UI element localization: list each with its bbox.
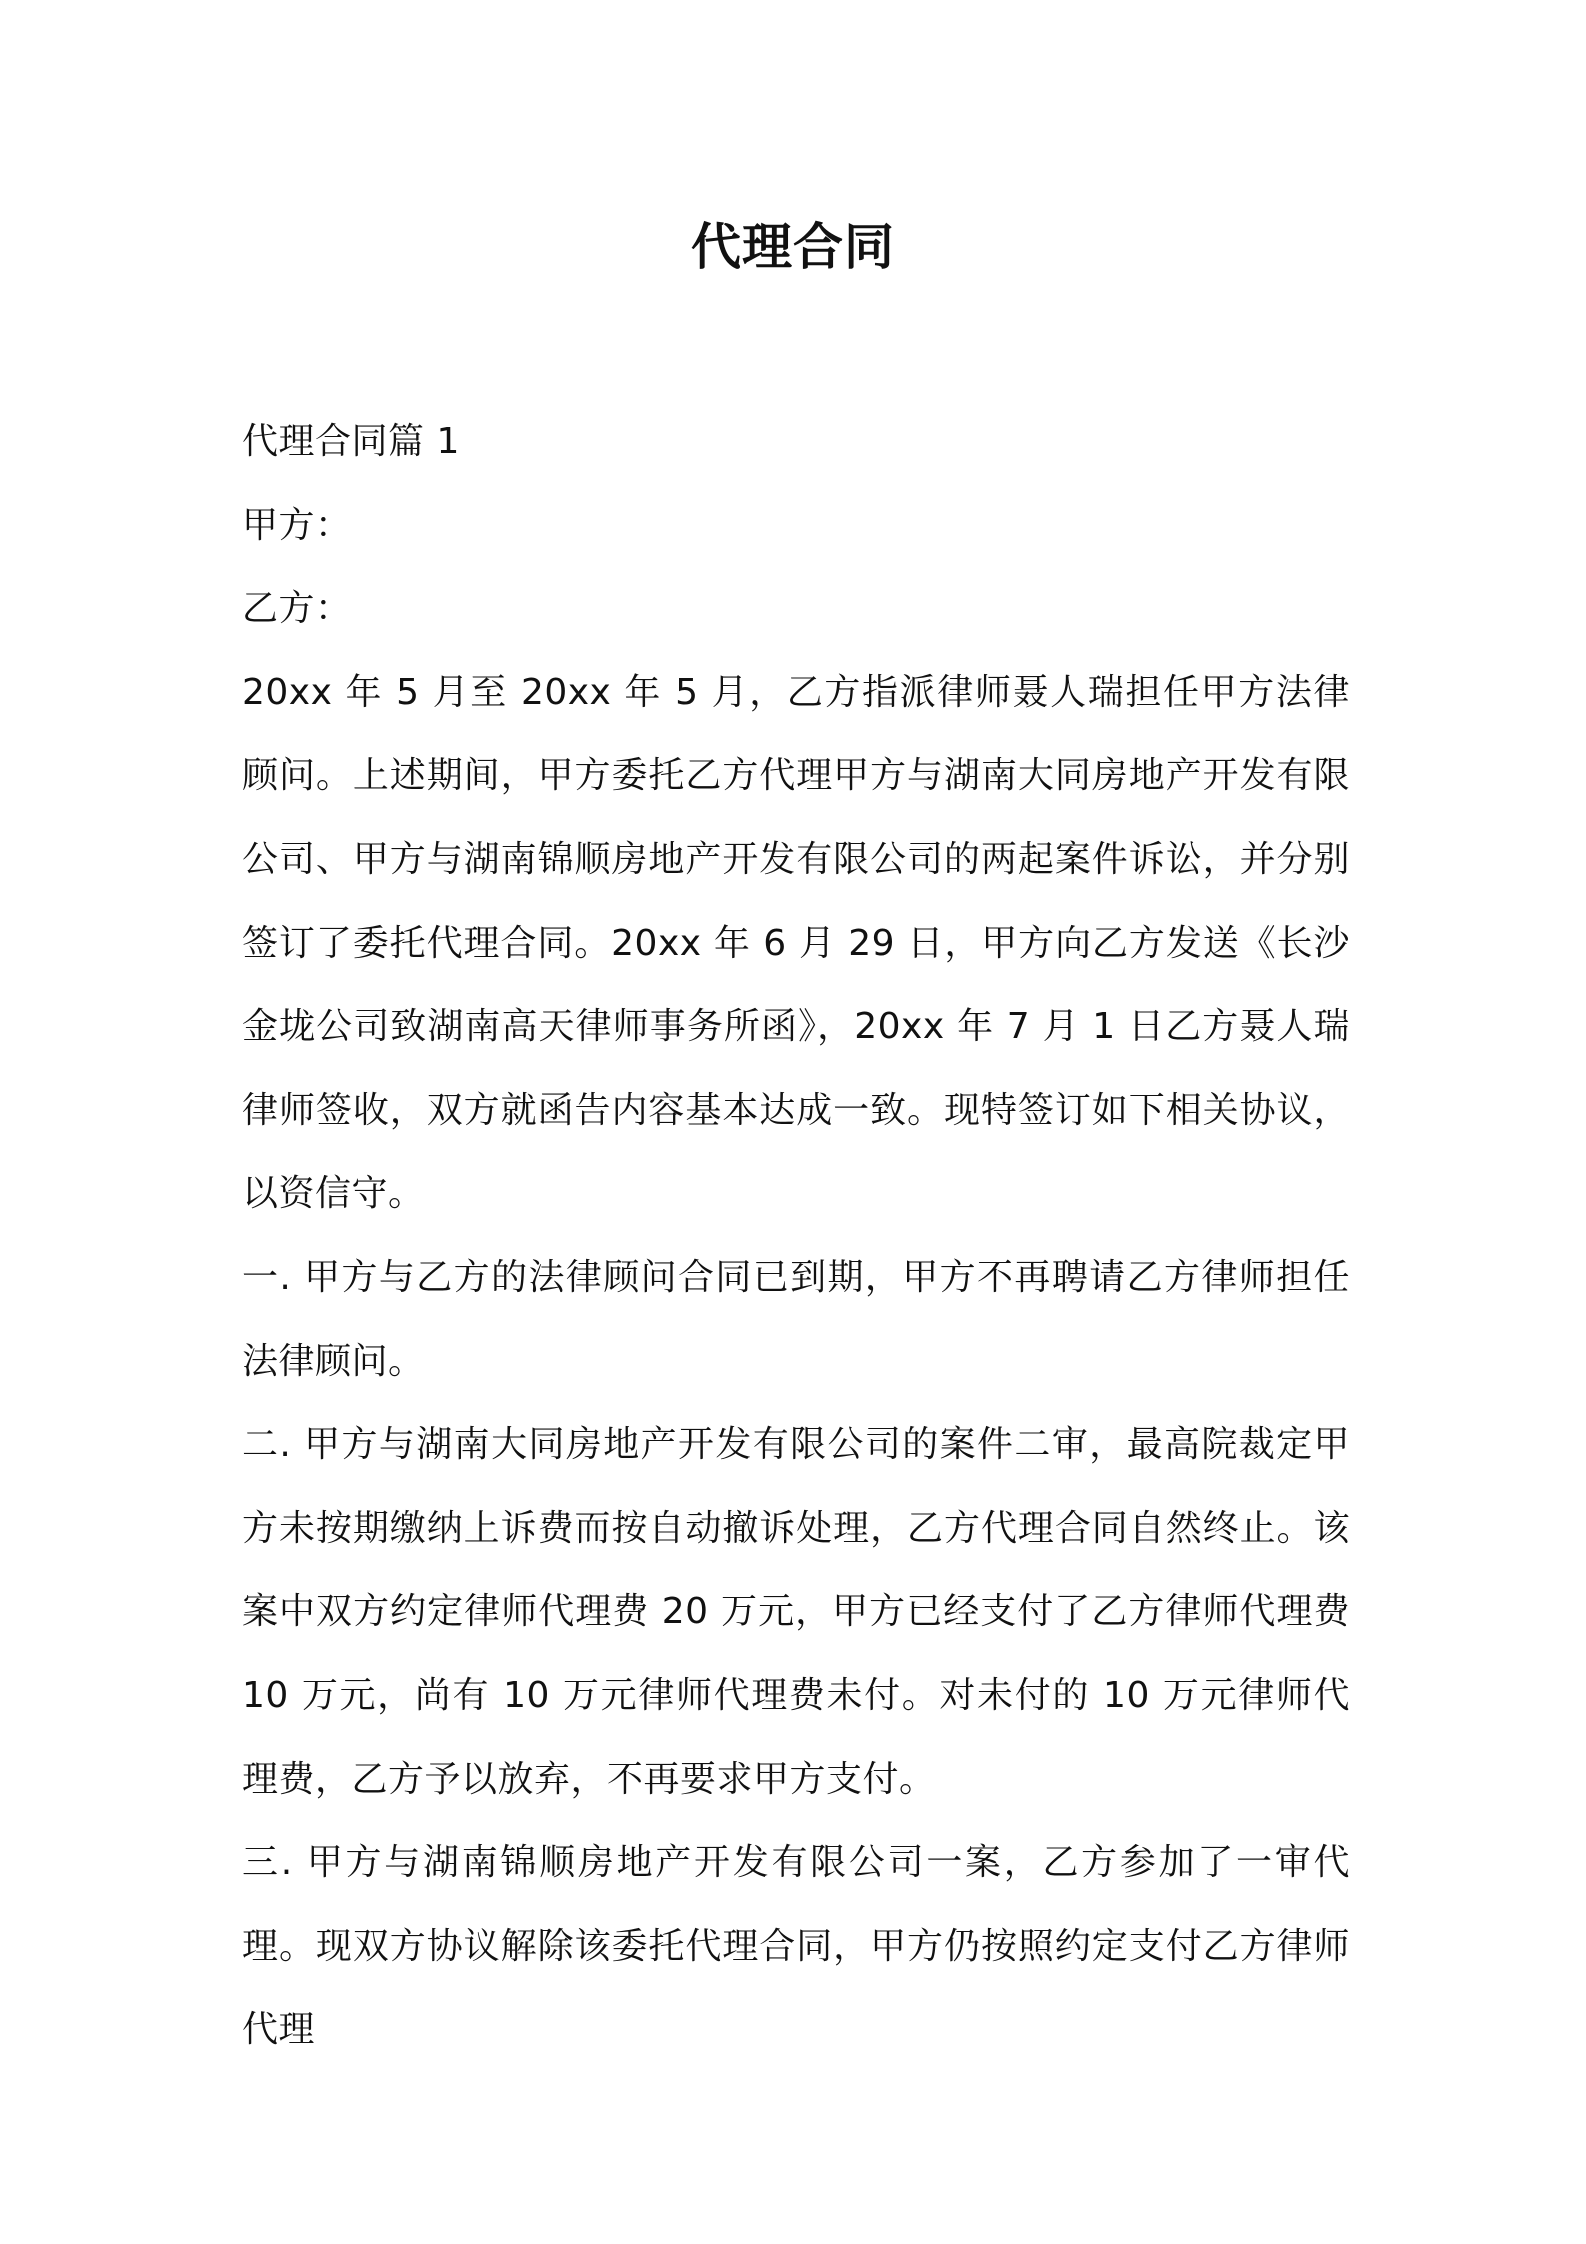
paragraph-clause-1: 一. 甲方与乙方的法律顾问合同已到期，甲方不再聘请乙方律师担任法律顾问。 xyxy=(242,1256,1350,1382)
document-body xyxy=(242,400,1350,2072)
party-a-line: 甲方： xyxy=(242,504,352,546)
paragraph-intro: 20xx 年 5 月至 20xx 年 5 月，乙方指派律师聂人瑞担任甲方法律顾问。上述期间，甲方委托乙方代理甲方与湖南大同房地产开发有限公司、甲方与湖南锦顺房地产开发有限公司的两起案件诉讼，并分别签订了委托代理合同。20xx 年 6 月 29 日，甲方向乙方发送《长沙金垅公司致湖南高天律师事务所函》，20xx 年 7 月 1 日乙方聂人瑞律师签收，双方就函告内容基本达成一致。现特签订如下相关协议，以资信守。 xyxy=(242,671,1350,1215)
paragraph-clause-3: 三. 甲方与湖南锦顺房地产开发有限公司一案，乙方参加了一审代理。现双方协议解除该委托代理合同，甲方仍按照约定支付乙方律师代理 xyxy=(242,1842,1350,2051)
document-title: 代理合同 xyxy=(691,218,895,276)
paragraph-clause-2: 二. 甲方与湖南大同房地产开发有限公司的案件二审，最高院裁定甲方未按期缴纳上诉费而按自动撤诉处理，乙方代理合同自然终止。该案中双方约定律师代理费 20 万元，甲方已经支付了乙方律师代理费 10 万元，尚有 10 万元律师代理费未付。对未付的 10 万元律师代理费，乙方予以放弃，不再要求甲方支付。 xyxy=(242,1424,1350,1800)
section-heading: 代理合同篇 1 xyxy=(242,421,460,462)
party-b-line: 乙方： xyxy=(242,588,352,630)
